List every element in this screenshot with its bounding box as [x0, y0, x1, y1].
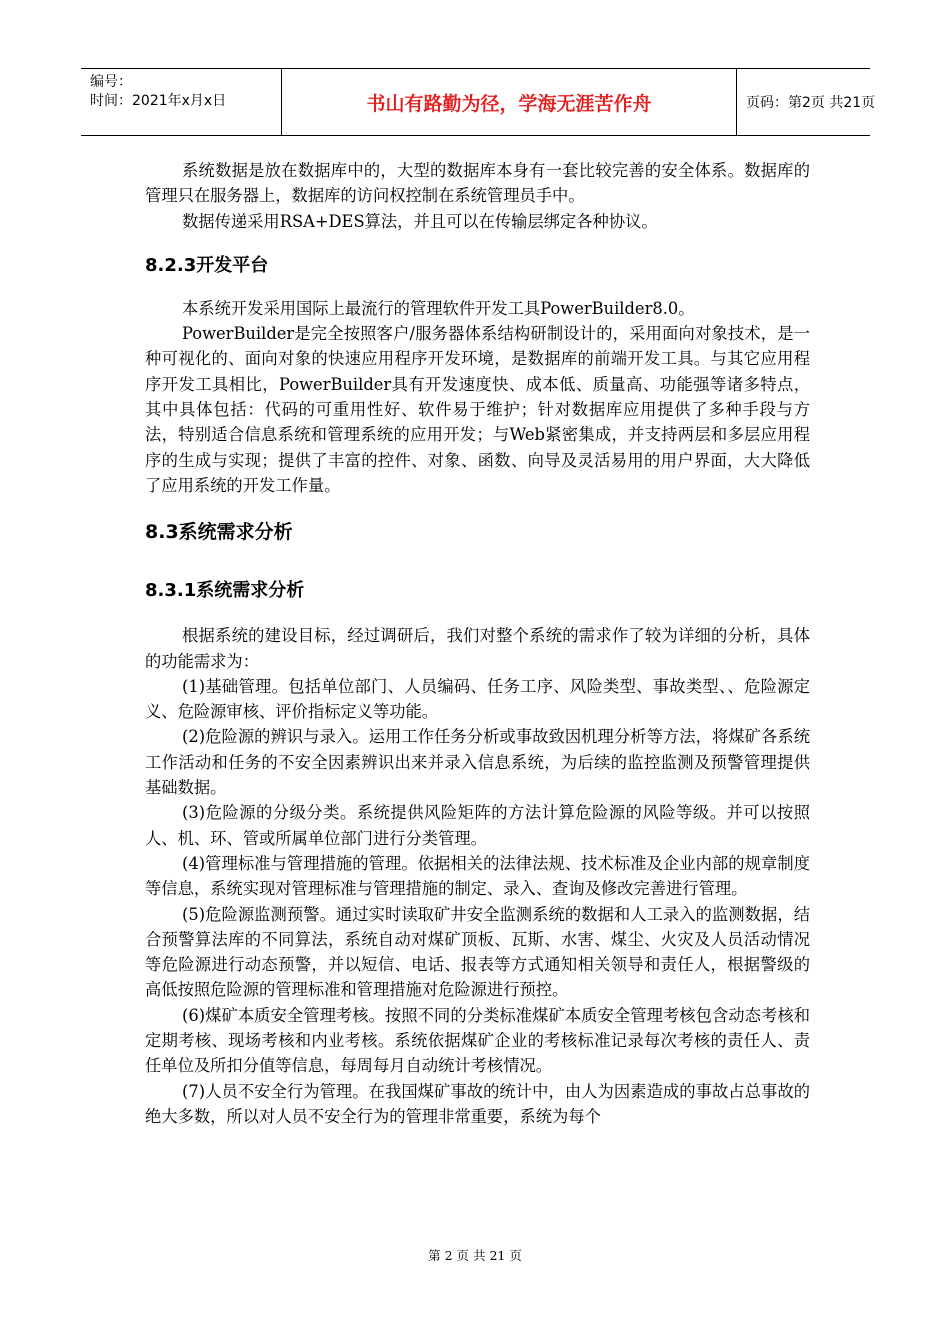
list-item-hazard-identification: (2)危险源的辨识与录入。运用工作任务分析或事故致因机理分析等方法，将煤矿各系统工作活动和任务的不安全因素辨识出来并录入信息系统，为后续的监控监测及预警管理提供基础数据。	[145, 727, 810, 798]
list-item-safety-assessment: (6)煤矿本质安全管理考核。按照不同的分类标准煤矿本质安全管理考核包含动态考核和定期考核、现场考核和内业考核。系统依据煤矿企业的考核标准记录每次考核的责任人、责任单位及所扣分值等信息，每周每月自动统计考核情况。	[145, 1005, 810, 1076]
heading-requirements-analysis: 8.3系统需求分析	[145, 521, 293, 544]
heading-requirements-analysis-sub: 8.3.1系统需求分析	[145, 580, 305, 602]
header-meta-cell	[81, 69, 282, 135]
header-motto: 书山有路勤为径，学海无涯苦作舟	[366, 93, 652, 115]
paragraph-security-2: 数据传递采用RSA+DES算法，并且可以在传输层绑定各种协议。	[182, 211, 658, 231]
header-page-info: 页码：第2页 共21页	[746, 95, 876, 111]
list-item-basic-management: (1)基础管理。包括单位部门、人员编码、任务工序、风险类型、事故类型、、危险源定义、危险源审核、评价指标定义等功能。	[145, 676, 810, 722]
header-motto-cell	[282, 69, 737, 135]
page-header	[81, 68, 876, 136]
list-item-standards-management: (4)管理标准与管理措施的管理。依据相关的法律法规、技术标准及企业内部的规章制度等信息，系统实现对管理标准与管理措施的制定、录入、查询及修改完善进行管理。	[145, 853, 810, 899]
header-page-cell	[737, 69, 876, 135]
document-number-label: 编号：	[90, 74, 132, 90]
paragraph-dev-tool: 本系统开发采用国际上最流行的管理软件开发工具PowerBuilder8.0。	[182, 298, 695, 318]
document-body	[145, 158, 810, 1129]
list-item-unsafe-behavior: (7)人员不安全行为管理。在我国煤矿事故的统计中，由人为因素造成的事故占总事故的绝大多数，所以对人员不安全行为的管理非常重要，系统为每个	[145, 1081, 810, 1126]
heading-dev-platform: 8.2.3开发平台	[145, 254, 269, 276]
paragraph-requirements-intro: 根据系统的建设目标，经过调研后，我们对整个系统的需求作了较为详细的分析，具体的功能需求为：	[145, 626, 810, 671]
paragraph-security-1: 系统数据是放在数据库中的，大型的数据库本身有一套比较完善的安全体系。数据库的管理只在服务器上，数据库的访问权控制在系统管理员手中。	[145, 161, 810, 206]
page-footer: 第 2 页 共 21 页	[428, 1248, 522, 1263]
list-item-hazard-classification: (3)危险源的分级分类。系统提供风险矩阵的方法计算危险源的风险等级。并可以按照人、机、环、管或所属单位部门进行分类管理。	[145, 803, 810, 848]
list-item-hazard-monitoring: (5)危险源监测预警。通过实时读取矿井安全监测系统的数据和人工录入的监测数据，结合预警算法库的不同算法，系统自动对煤矿顶板、瓦斯、水害、煤尘、火灾及人员活动情况等危险源进行动态预警，并以短信、电话、报表等方式通知相关领导和责任人，根据警级的高低按照危险源的管理标准和管理措施对危险源进行预控。	[145, 904, 810, 1000]
document-time-label: 时间：2021年x月x日	[90, 93, 227, 109]
paragraph-powerbuilder: PowerBuilder是完全按照客户/服务器体系结构研制设计的，采用面向对象技术，是一种可视化的、面向对象的快速应用程序开发环境，是数据库的前端开发工具。与其它应用程序开发工具相比，PowerBuilder具有开发速度快、成本低、质量高、功能强等诸多特点，其中具体包括：代码的可重用性好、软件易于维护；针对数据库应用提供了多种手段与方法，特别适合信息系统和管理系统的应用开发；与Web紧密集成，并支持两层和多层应用程序的生成与实现；提供了丰富的控件、对象、函数、向导及灵活易用的用户界面，大大降低了应用系统的开发工作量。	[145, 324, 810, 495]
